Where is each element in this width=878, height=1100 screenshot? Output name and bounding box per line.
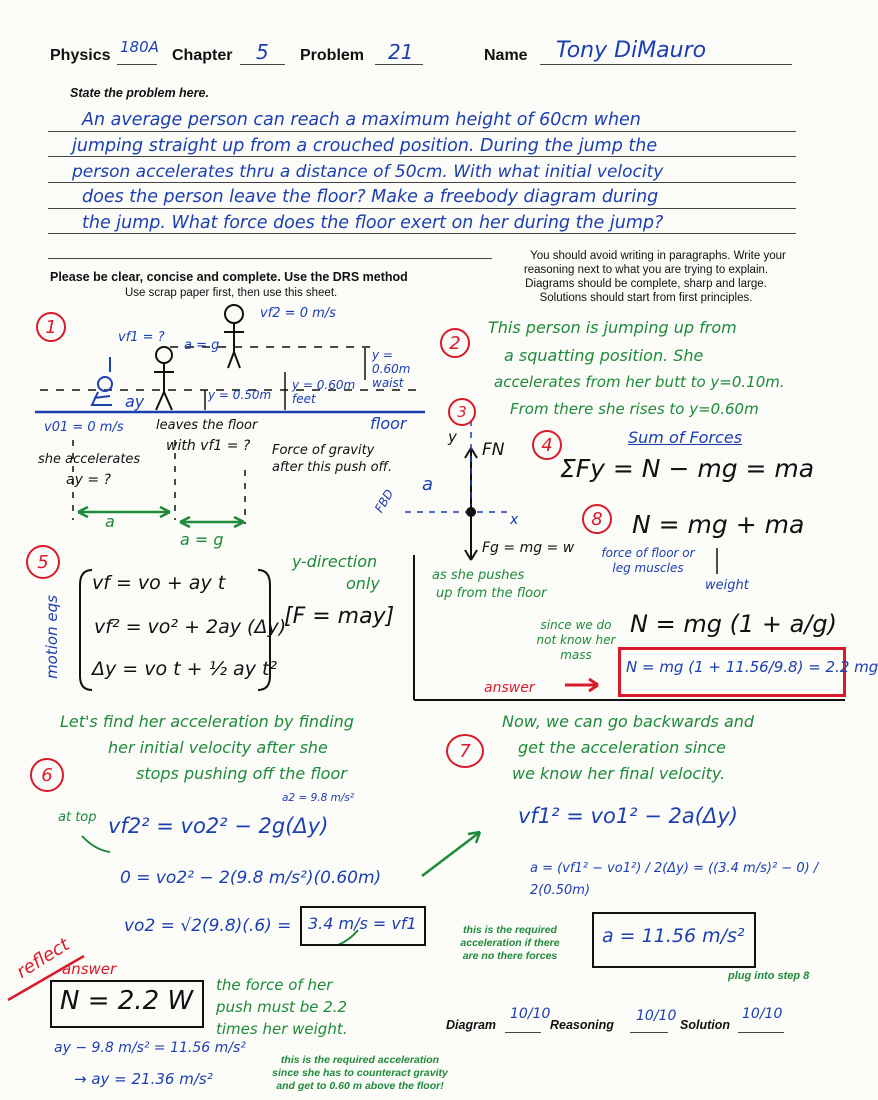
step1-ay-unknown: ay = ? <box>66 472 111 488</box>
course-number: 180A <box>120 38 159 56</box>
step7-intro-3: we know her final velocity. <box>512 764 726 783</box>
final-ay-result: → ay = 21.36 m/s² <box>74 1070 213 1088</box>
reasoning-grade-label: Reasoning <box>550 1018 614 1032</box>
step6-intro-1: Let's find her acceleration by finding <box>60 712 354 731</box>
fbd-gravity: Fg = mg = w <box>482 540 575 556</box>
step1-a-range: a <box>105 512 115 531</box>
problem-prompt: State the problem here. <box>70 86 209 100</box>
force-of-floor-note: force of floor or leg muscles <box>601 546 695 575</box>
final-acc-note-1: this is the required acceleration <box>280 1054 440 1066</box>
step7-eq-1: vf1² = vo1² − 2a(Δy) <box>518 804 738 828</box>
instructions-main: Please be clear, concise and complete. Use the DRS method <box>50 270 408 284</box>
problem-line-1: An average person can reach a maximum height of 60cm when <box>82 110 641 130</box>
step6-intro-2: her initial velocity after she <box>108 738 328 757</box>
instructions-right-1: You should avoid writing in paragraphs. Write your <box>530 250 786 262</box>
normal-force-eq: N = mg + ma <box>632 510 805 539</box>
step7-eq-2: a = (vf1² − vo1²) / 2(Δy) = ((3.4 m/s)² − 0) / 2(0.50m) <box>530 861 819 898</box>
chapter-label: Chapter <box>172 47 233 64</box>
instructions-right-3: Diagrams should be complete, sharp and large. <box>525 278 767 290</box>
motion-eq-1: vf = vo + ay t <box>92 572 226 594</box>
y-direction-note-1: y-direction <box>292 552 378 571</box>
step1-v01: v01 = 0 m/s <box>44 420 124 435</box>
chapter-number: 5 <box>256 40 269 64</box>
solution-grade-label: Solution <box>680 1018 730 1032</box>
instructions-sub: Use scrap paper first, then use this sheet. <box>125 287 338 299</box>
instructions-right-4: Solutions should start from first principles. <box>539 292 753 304</box>
step6-result: 3.4 m/s = vf1 <box>308 914 417 933</box>
step1-y060-waist: y = 0.60m waist <box>372 348 411 390</box>
problem-line-4: does the person leave the floor? Make a freebody diagram during <box>82 187 659 207</box>
step7-note-1: this is the required <box>463 924 557 936</box>
step-1-marker: 1 <box>36 312 66 342</box>
fbd-acceleration: a <box>422 474 434 495</box>
step1-a-g-range: a = g <box>180 530 224 549</box>
step1-she-accelerates: she accelerates <box>38 452 141 467</box>
step1-floor: floor <box>370 414 407 433</box>
step-6-marker: 6 <box>30 758 64 792</box>
name-label: Name <box>484 47 528 64</box>
step2-line-4: From there she rises to y=0.60m <box>510 400 759 418</box>
step1-ay: ay <box>125 392 145 411</box>
problem-number: 21 <box>388 40 414 64</box>
normal-force-factored: N = mg (1 + a/g) <box>630 610 837 638</box>
step7-note-2: acceleration if there <box>460 937 560 949</box>
sum-of-forces-eq: ΣFy = N − mg = ma <box>560 454 815 483</box>
weight-note: weight <box>705 578 749 593</box>
reflect-label: reflect <box>12 934 74 983</box>
step1-gravity-note: Force of gravity after this push off. <box>272 443 393 475</box>
step8-answer: N = mg (1 + 11.56/9.8) = 2.2 mg <box>626 658 878 676</box>
sum-of-forces-title: Sum of Forces <box>628 428 743 447</box>
final-answer-label: answer <box>62 960 117 978</box>
step-2-marker: 2 <box>440 328 470 358</box>
solution-grade: 10/10 <box>742 1006 783 1022</box>
problem-label: Problem <box>300 47 365 64</box>
diagram-grade-label: Diagram <box>446 1018 497 1032</box>
step-4-marker: 4 <box>532 430 562 460</box>
newton-second-law: [F = may] <box>284 604 395 629</box>
step7-intro-1: Now, we can go backwards and <box>502 712 755 731</box>
step7-note-3: are no there forces <box>462 950 558 962</box>
problem-line-2: jumping straight up from a crouched position. During the jump the <box>72 136 658 156</box>
step8-answer-label: answer <box>484 680 535 696</box>
step6-intro-3: stops pushing off the floor <box>136 764 347 783</box>
unknown-mass-note: since we do not know her mass <box>536 618 616 662</box>
step-5-marker: 5 <box>26 545 60 579</box>
final-note-3: times her weight. <box>216 1020 348 1038</box>
step6-eq-3: vo2 = √2(9.8)(.6) = <box>124 916 292 936</box>
physics-label: Physics <box>50 47 111 64</box>
step1-y060-feet: y = 0.60m feet <box>292 378 356 406</box>
final-acc-note-2: since she has to counteract gravity <box>272 1067 448 1079</box>
step1-with-vf1: with vf1 = ? <box>166 438 251 454</box>
motion-eqs-label: motion eqs <box>42 595 61 679</box>
step1-a-g: a = g <box>184 338 220 353</box>
step1-y050: y = 0.50m <box>208 388 272 402</box>
fbd-caption-1: as she pushes <box>432 568 525 583</box>
step7-intro-2: get the acceleration since <box>518 738 726 757</box>
motion-eq-2: vf² = vo² + 2ay (Δy) <box>94 616 287 638</box>
step-8-marker: 8 <box>582 504 612 534</box>
motion-eq-3: Δy = vo t + ½ ay t² <box>92 658 278 680</box>
fbd-x-axis: x <box>510 512 519 528</box>
step-3-marker: 3 <box>448 398 476 426</box>
diagram-grade: 10/10 <box>510 1006 551 1022</box>
step1-vf2: vf2 = 0 m/s <box>260 306 336 321</box>
step2-line-3: accelerates from her butt to y=0.10m. <box>494 373 785 391</box>
fbd-normal-force: FN <box>482 440 505 460</box>
instructions-right-2: reasoning next to what you are trying to explain. <box>523 264 769 276</box>
problem-line-3: person accelerates thru a distance of 50cm. With what initial velocity <box>72 162 664 182</box>
step6-eq-1: vf2² = vo2² − 2g(Δy) <box>108 814 329 838</box>
plug-into-step-8: plug into step 8 <box>728 970 810 982</box>
step7-result: a = 11.56 m/s² <box>602 925 745 947</box>
final-note-1: the force of her <box>216 976 333 994</box>
step2-line-2: a squatting position. She <box>504 346 704 365</box>
fbd-label: FBD <box>372 486 397 516</box>
step1-leaves-floor: leaves the floor <box>156 418 258 433</box>
student-name: Tony DiMauro <box>556 38 707 63</box>
fbd-caption-2: up from the floor <box>436 586 547 601</box>
step2-line-1: This person is jumping up from <box>488 318 737 337</box>
final-ay-line: ay − 9.8 m/s² = 11.56 m/s² <box>54 1040 246 1056</box>
step6-a2: a2 = 9.8 m/s² <box>282 792 355 804</box>
y-direction-note-2: only <box>346 574 380 593</box>
step6-eq-2: 0 = vo2² − 2(9.8 m/s²)(0.60m) <box>120 868 382 888</box>
step-7-marker: 7 <box>446 734 484 768</box>
final-note-2: push must be 2.2 <box>216 998 348 1016</box>
step1-vf1: vf1 = ? <box>118 330 165 345</box>
reasoning-grade: 10/10 <box>636 1008 677 1024</box>
final-answer: N = 2.2 W <box>60 986 194 1016</box>
at-top-note: at top <box>58 810 97 825</box>
problem-line-5: the jump. What force does the floor exert on her during the jump? <box>82 213 664 233</box>
fbd-y-axis: y <box>448 428 457 446</box>
final-acc-note-3: and get to 0.60 m above the floor! <box>276 1080 444 1092</box>
